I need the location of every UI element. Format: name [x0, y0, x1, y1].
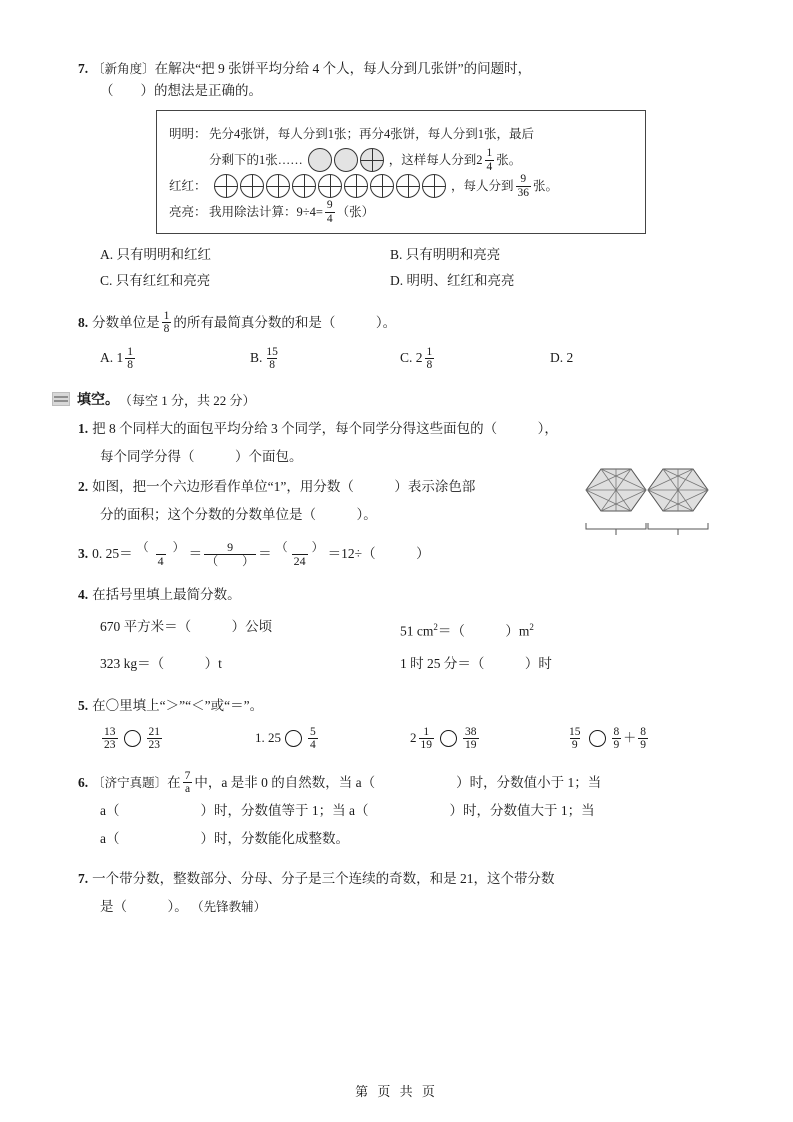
- fill-item-4-head: 在括号里填上最简分数。: [92, 587, 241, 603]
- box-row-liangliang: [169, 199, 633, 225]
- fraction-9-over-blank: $\frac{9}{( )}$: [206, 540, 255, 568]
- fill-item-2: [78, 473, 728, 529]
- page-content: [78, 58, 728, 923]
- pie-circle: [308, 148, 332, 172]
- section-header-fill-in: [78, 389, 728, 409]
- box-row-mingming-text: 先分4张饼，每人分到1张；再分4张饼，每人分到1张，最后: [209, 127, 535, 141]
- unit-conversion-area: 670 平方米＝（ ）公顷: [100, 619, 273, 635]
- question-7-options-row2: [100, 268, 728, 294]
- question-7-options-row1: [100, 242, 728, 268]
- fill-item-1-line1: 把 8 个同样大的面包平均分给 3 个同学，每个同学分得这些面包的（ ），: [92, 421, 558, 437]
- question-7: [78, 58, 728, 102]
- hexagon-figure: [578, 465, 738, 545]
- fill-item-4-rows: [100, 611, 728, 680]
- question-8-number: 8.: [78, 314, 89, 330]
- plus-sign: ＋: [623, 730, 637, 746]
- compare-blank-circle[interactable]: [589, 730, 606, 747]
- fill-item-4: [78, 581, 728, 609]
- section-title: 填空。: [77, 393, 119, 409]
- fraction-21-23: $\frac{21}{23}$: [148, 725, 160, 751]
- option-a[interactable]: [100, 343, 250, 373]
- hexagon-figure-svg: [578, 465, 738, 549]
- pie-circle-quartered: [370, 174, 394, 198]
- option-b[interactable]: [250, 343, 400, 373]
- question-8-stem-a: 分数单位是: [92, 314, 160, 330]
- fraction-8-9: $\frac{8}{9}$: [613, 725, 620, 751]
- circle-group-mingming: [307, 148, 385, 172]
- question-7-number: 7.: [78, 61, 89, 76]
- unit-conversion-mass: 323 kg＝（ ）t: [100, 655, 222, 671]
- box-row-mingming-cont: [169, 147, 633, 173]
- question-8-stem-b: 的所有最简真分数的和是（ ）。: [173, 314, 397, 330]
- equals-2: ＝: [258, 546, 272, 562]
- fill-item-2-number: 2.: [78, 479, 89, 495]
- fraction-38-19: $\frac{38}{19}$: [465, 725, 477, 751]
- box-row-liangliang-text2: （张）: [336, 205, 375, 219]
- fraction-blank-over-24: $\frac{( )}{24}$: [275, 540, 324, 568]
- box-row-mingming-text3: ，这样每人分到2: [388, 153, 483, 167]
- option-a[interactable]: A. 只有明明和红红: [100, 247, 211, 262]
- fill-item-7: [78, 865, 728, 921]
- fraction-nine-fourths: $\frac{9}{4}$: [326, 199, 333, 225]
- fraction-one-eighth: $\frac{1}{8}$: [163, 310, 170, 336]
- box-row-liangliang-text: 我用除法计算：9÷4=: [209, 205, 323, 219]
- fill-item-2-line1: 如图，把一个六边形看作单位“1”，用分数（ ）表示涂色部: [92, 479, 476, 495]
- fill-item-5: [78, 692, 728, 720]
- fill-item-7-tag: （先锋教辅）: [191, 899, 267, 914]
- fill-item-7-line1: 一个带分数，整数部分、分母、分子是三个连续的奇数，和是 21，这个带分数: [92, 870, 555, 886]
- box-row-liangliang-name: 亮亮：: [169, 205, 207, 219]
- fill-item-4-row-1: [100, 611, 728, 648]
- whole-part-2: 2: [410, 730, 417, 746]
- question-8-options: [100, 343, 728, 373]
- fill-item-6-tag: 〔济宁真题〕: [92, 775, 168, 790]
- pie-circle-quartered: [292, 174, 316, 198]
- fill-item-5-head: 在〇里填上“＞”“＜”或“＝”。: [92, 697, 264, 713]
- compare-cell-1: [100, 726, 255, 751]
- option-a-label: A. 1: [100, 350, 124, 366]
- unit-conversion-cm2: 51 $cm^2=$（ ）$m^2$: [400, 622, 534, 639]
- option-c[interactable]: [400, 343, 550, 373]
- fill-item-4-number: 4.: [78, 587, 89, 603]
- compare-blank-circle[interactable]: [440, 730, 457, 747]
- fill-item-6-t3: a（ ）时，分数值等于 1；当 a（ ）时，分数值大于 1；当: [100, 802, 595, 818]
- compare-cell-4: [565, 726, 720, 751]
- box-row-honghong: [169, 173, 633, 199]
- fill-item-5-number: 5.: [78, 697, 89, 713]
- fill-item-6-number: 6.: [78, 774, 89, 790]
- pie-circle-quartered: [396, 174, 420, 198]
- question-7-tag: 〔新角度〕: [92, 62, 155, 76]
- fill-item-3-end: ＝12÷（ ）: [327, 546, 430, 562]
- fraction-blank-over-4: $\frac{( )}{4}$: [136, 540, 185, 568]
- compare-blank-circle[interactable]: [124, 730, 141, 747]
- question-7-stem-line1: 在解决“把 9 张饼平均分给 4 个人，每人分到几张饼”的问题时，: [154, 61, 532, 76]
- fill-item-3-number: 3.: [78, 546, 89, 562]
- fill-item-1-line2: 每个同学分得（ ）个面包。: [100, 449, 303, 465]
- question-7-box: [156, 110, 646, 234]
- box-row-mingming-name: 明明：: [169, 127, 207, 141]
- pie-circle-quartered: [422, 174, 446, 198]
- page-footer: [0, 1081, 793, 1100]
- page-footer-text: 第 页 共 页: [355, 1084, 438, 1099]
- pie-circle-quartered: [266, 174, 290, 198]
- equals-1: ＝: [188, 546, 203, 562]
- decimal-1-25: 1. 25: [255, 730, 281, 746]
- option-b-label: B.: [250, 350, 263, 366]
- option-c-label: C. 2: [400, 350, 423, 366]
- fill-item-7-line2: 是（ ）。: [100, 898, 188, 914]
- box-row-honghong-text: ，每人分到: [451, 179, 514, 193]
- fill-item-6-t4: a（ ）时，分数能化成整数。: [100, 830, 349, 846]
- box-row-mingming-text4: 张。: [496, 153, 522, 167]
- question-7-stem-line2: （ ）的想法是正确的。: [100, 83, 262, 98]
- box-row-honghong-name: 红红：: [169, 179, 207, 193]
- pie-circle-quartered: [344, 174, 368, 198]
- pie-circle-quartered: [214, 174, 238, 198]
- fraction: $\frac{1}{8}$: [127, 345, 133, 371]
- pie-circle-quartered: [318, 174, 342, 198]
- section-marker-icon: [52, 392, 70, 406]
- fraction: $\frac{1}{8}$: [426, 345, 433, 371]
- compare-blank-circle[interactable]: [285, 730, 302, 747]
- box-row-mingming: [169, 121, 633, 147]
- fill-item-6-t1: 在: [167, 774, 181, 790]
- fill-item-1: [78, 415, 728, 471]
- pie-circle-quartered: [240, 174, 264, 198]
- fill-item-7-number: 7.: [78, 870, 89, 886]
- option-b[interactable]: B. 只有明明和亮亮: [390, 247, 501, 262]
- question-8: [78, 310, 728, 335]
- fill-item-4-row-2: [100, 648, 728, 680]
- fraction-13-23: $\frac{13}{23}$: [104, 725, 116, 751]
- box-row-mingming-text2: 分剩下的1张……: [209, 153, 303, 167]
- compare-cell-3: [410, 726, 565, 751]
- fraction-nine-thirtysixths: $\frac{9}{36}$: [517, 173, 530, 199]
- option-c[interactable]: C. 只有红红和亮亮: [100, 273, 211, 288]
- fill-item-6-t2: 中，a 是非 0 的自然数，当 a（ ）时，分数值小于 1；当: [194, 774, 602, 790]
- fraction-5-4: $\frac{5}{4}$: [310, 725, 316, 751]
- fraction-one-fourth: $\frac{1}{4}$: [486, 147, 493, 173]
- option-d[interactable]: D. 明明、红红和亮亮: [390, 273, 515, 288]
- pie-circle: [334, 148, 358, 172]
- section-score: （每空 1 分，共 22 分）: [119, 392, 256, 408]
- fraction: $\frac{15}{8}$: [266, 345, 278, 371]
- fill-item-2-line2: 分的面积；这个分数的分数单位是（ ）。: [100, 507, 377, 523]
- fraction-8-9-2: $\frac{8}{9}$: [640, 725, 647, 751]
- fill-item-6: [78, 769, 728, 853]
- fraction-15-9: $\frac{15}{9}$: [569, 725, 581, 751]
- fill-item-1-number: 1.: [78, 421, 89, 437]
- fraction-7-over-a: $\frac{7}{a}$: [184, 770, 191, 796]
- fill-item-3-start: 0. 25＝: [92, 546, 133, 562]
- fill-item-5-compare-row: [100, 726, 728, 751]
- unit-conversion-time: 1 时 25 分＝（ ）时: [400, 655, 552, 671]
- compare-cell-2: [255, 726, 410, 751]
- pie-circle-quartered: [360, 148, 384, 172]
- circle-group-honghong: [213, 174, 447, 198]
- option-d[interactable]: D. 2: [550, 350, 574, 366]
- fraction-1-19: $\frac{1}{19}$: [420, 725, 432, 751]
- fill-item-7-line2-wrap: [78, 893, 728, 921]
- box-row-honghong-text2: 张。: [533, 179, 559, 193]
